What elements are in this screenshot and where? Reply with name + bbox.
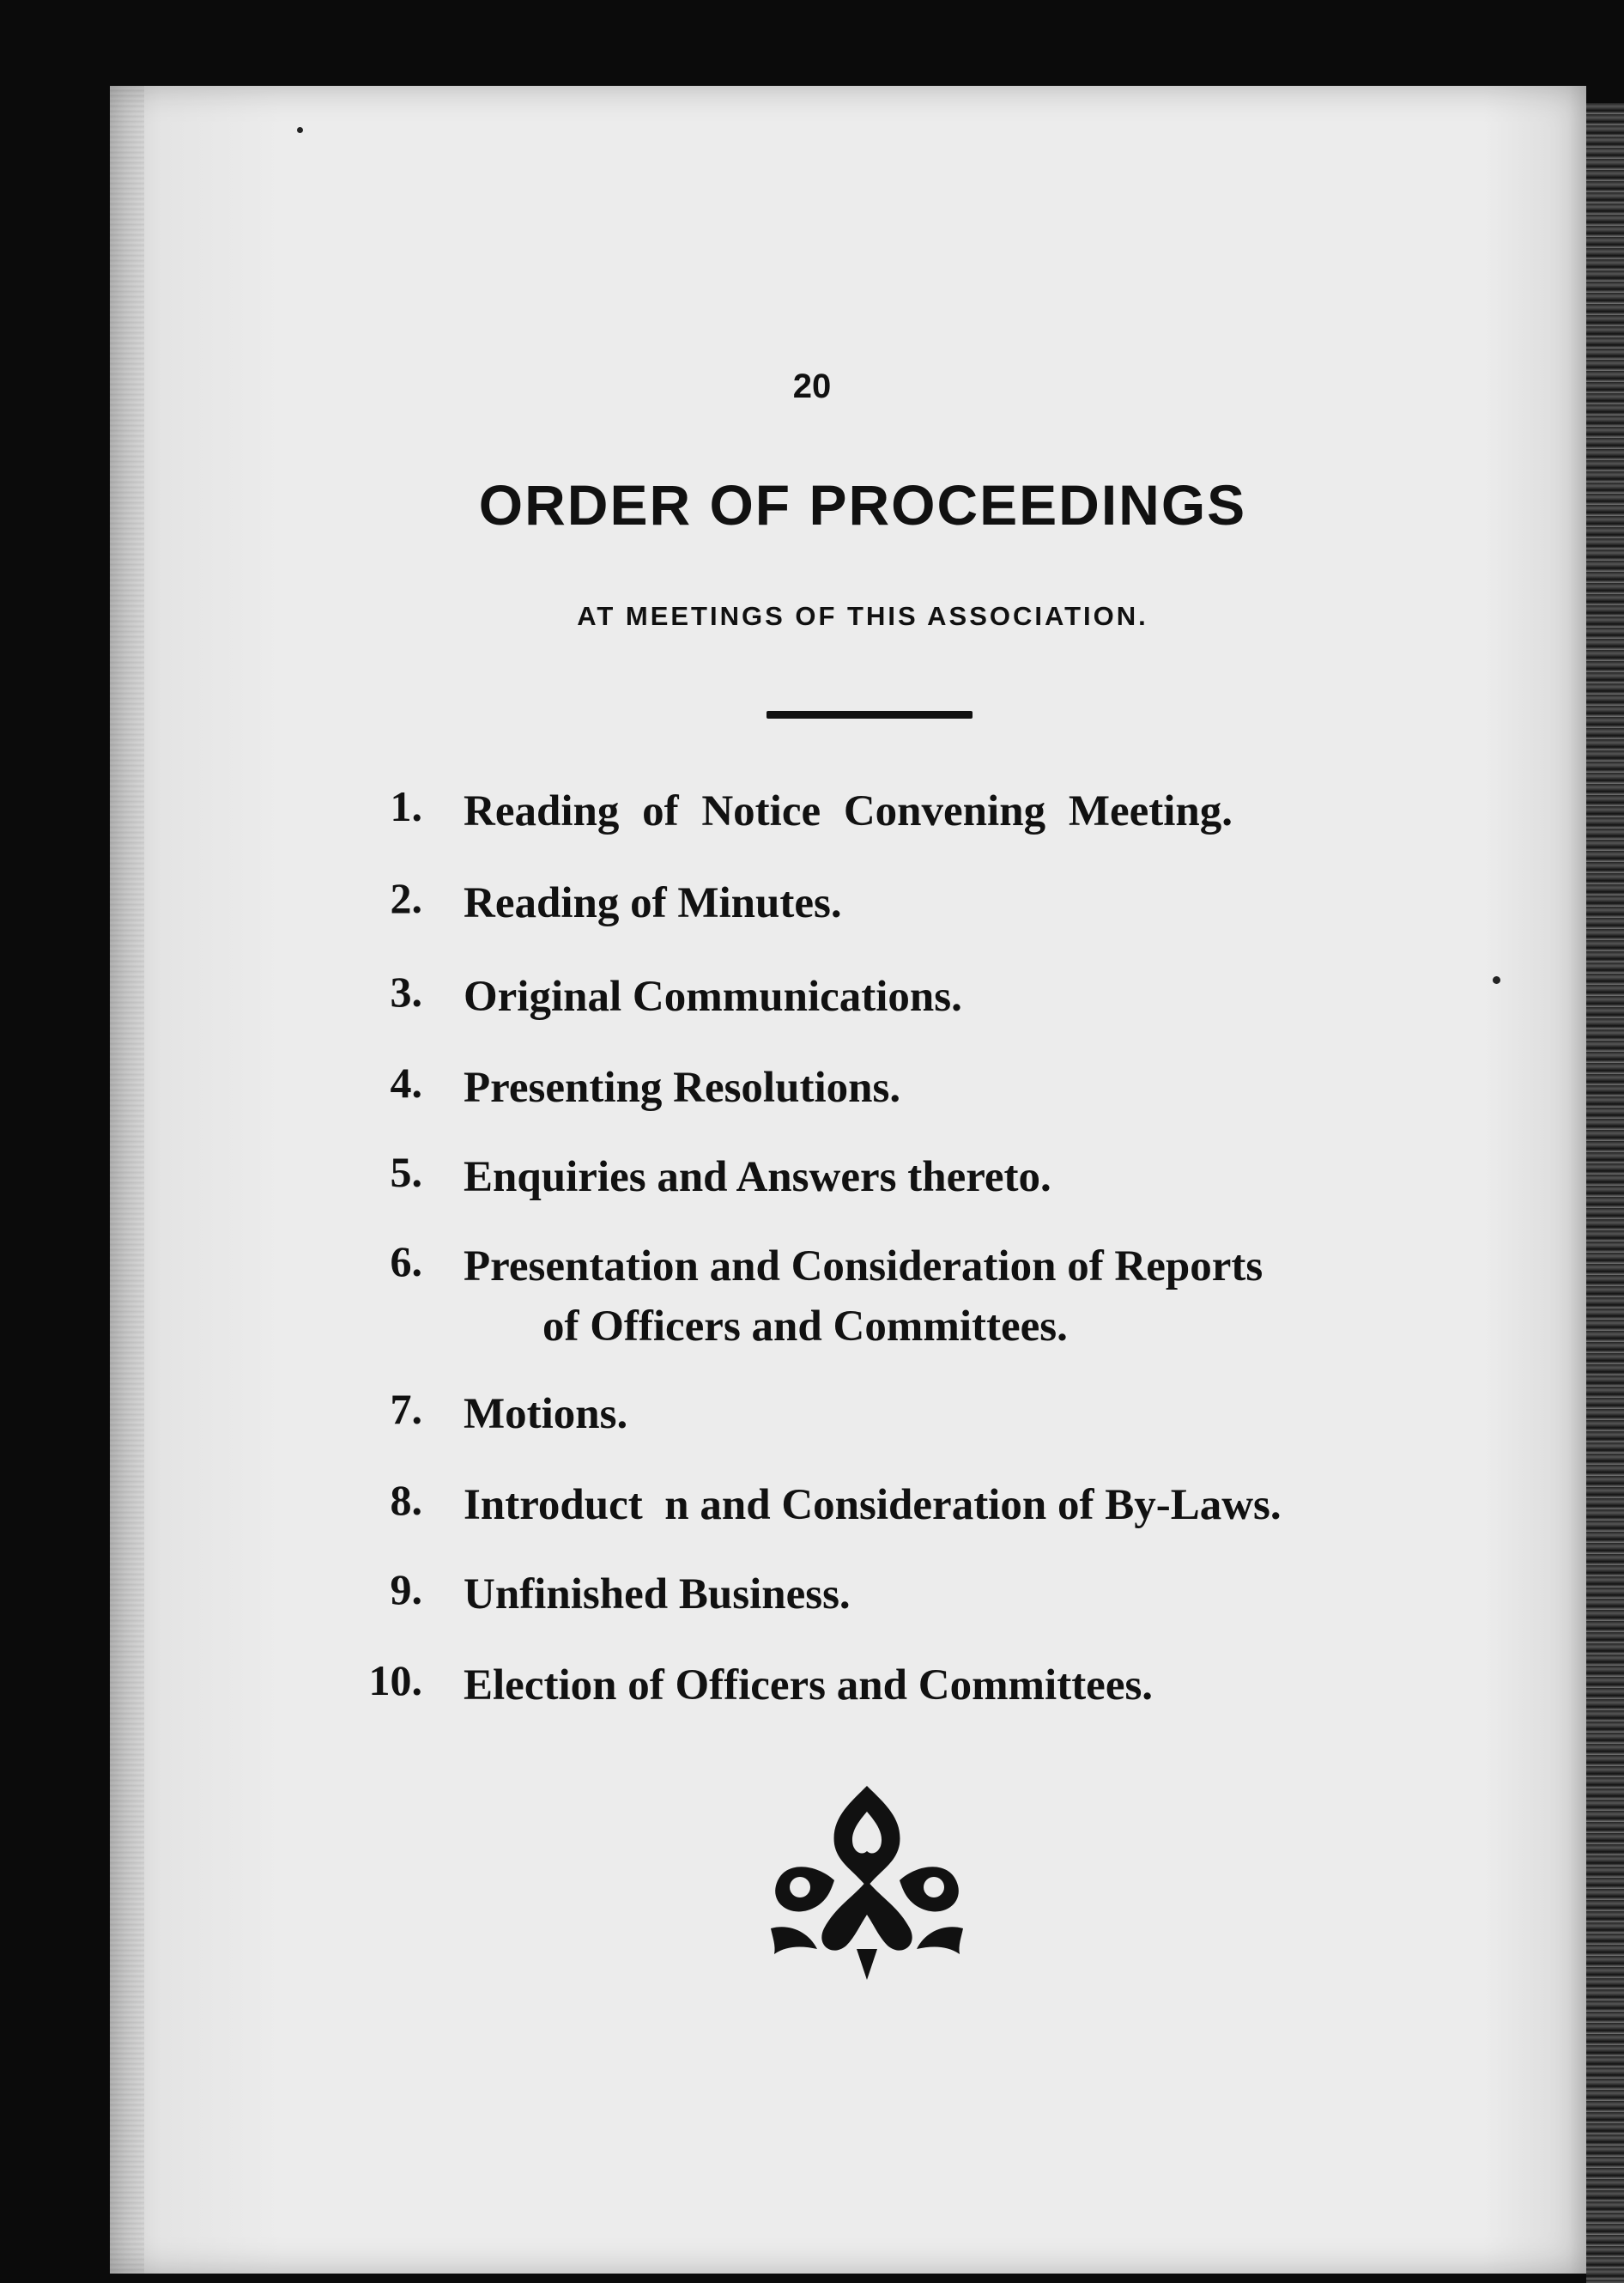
list-item	[0, 967, 1624, 1061]
list-item	[0, 1058, 1624, 1152]
item-number: 5.	[390, 1148, 422, 1196]
item-number: 2.	[390, 874, 422, 922]
list-item	[0, 1236, 1624, 1365]
list-item	[0, 873, 1624, 968]
item-number: 8.	[390, 1476, 422, 1524]
item-text: Reading of Minutes.	[464, 879, 842, 927]
page-number: 20	[792, 367, 832, 405]
item-number: 3.	[390, 968, 422, 1016]
item-text	[464, 1236, 1391, 1357]
item-text: Election of Officers and Committees.	[464, 1661, 1154, 1709]
item-number: 10.	[368, 1656, 422, 1704]
item-number: 6.	[390, 1237, 422, 1285]
list-item	[0, 1655, 1624, 1750]
item-number: 7.	[390, 1385, 422, 1433]
item-text: Introduct n and Consideration of By-Laws.	[464, 1481, 1282, 1529]
item-text: Reading of Notice Convening Meeting.	[464, 787, 1233, 835]
item-text: Presenting Resolutions.	[464, 1064, 901, 1112]
list-item	[0, 1475, 1624, 1570]
item-number: 1.	[390, 782, 422, 830]
item-text: Unfinished Business.	[464, 1570, 851, 1618]
list-item	[0, 781, 1624, 876]
item-number: 4.	[390, 1059, 422, 1107]
page-subtitle: AT MEETINGS OF THIS ASSOCIATION.	[577, 601, 1148, 631]
item-text-continuation: of Officers and Committees.	[542, 1302, 1068, 1351]
list-item	[0, 1384, 1624, 1478]
list-item	[0, 1564, 1624, 1659]
page-title: ORDER OF PROCEEDINGS	[478, 473, 1247, 537]
item-text: Enquiries and Answers thereto.	[464, 1153, 1051, 1201]
item-number: 9.	[390, 1565, 422, 1613]
fleur-de-lis-ornament-icon	[764, 1777, 970, 1983]
item-text-line: Presentation and Consideration of Reports	[464, 1242, 1263, 1290]
item-text: Original Communications.	[464, 973, 962, 1021]
list-item	[0, 1147, 1624, 1242]
item-text: Motions.	[464, 1390, 628, 1438]
